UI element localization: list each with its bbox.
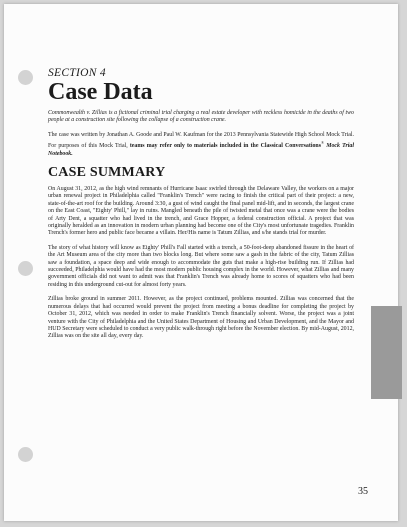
intro-text: is a fictional criminal trial charging a real estate developer with reckless homicide in the deaths of two people at a construction site following the collapse of a construction crane. bbox=[48, 110, 354, 124]
document-page bbox=[4, 4, 398, 521]
authorship-paragraph bbox=[48, 132, 354, 158]
page-title: Case Data bbox=[48, 79, 153, 105]
section-label: SECTION 4 bbox=[48, 67, 106, 79]
binder-hole bbox=[18, 447, 33, 462]
page-number: 35 bbox=[358, 486, 368, 497]
binder-hole bbox=[18, 261, 33, 276]
registered-mark: ® bbox=[321, 140, 325, 146]
notebook-title: Mock Trial Notebook. bbox=[48, 143, 354, 157]
materials-notice: teams may refer only to materials included in the Classical Conversations bbox=[129, 143, 321, 150]
case-summary-heading: CASE SUMMARY bbox=[48, 165, 166, 180]
summary-paragraph: Zillias broke ground in summer 2011. However, as the project continued, problems mounted. Zillias was concerned that the numerous delays that had occurred would prevent the project from meeting a bonus deadline for completing the project by October 31, 2012, which was needed in order to make Franklin's Trench financially solvent. Worse, the project was a joint venture with the City of Philadelphia and the United States Department of Housing and Urban Development, and the Mayor and HUD Secretary were scheduled to conduct a very public walk-through right before the November election. By mid-August, 2012, Zillias was on the site all day, every day. bbox=[48, 296, 354, 340]
summary-paragraph: The story of what history will know as Eighty' Phill's Fall started with a trench, a 50-foot-deep abandoned fissure in the heart of the Art Museum area of the city more than two blocks long. But where some saw a gash in the fabric of the city, Tatum Zillias saw a foundation, a space deep and wide enough to accommodate the guts that make a high-rise building run. If Zillias had succeeded, Philadelphia would have had the most modern public housing complex in the world. However, what Zillias and many government officials did not want to admit was that Franklin's Trench was already home to scores of squatters who had been residing in this underground cut-out for almost forty years. bbox=[48, 244, 354, 288]
page-content bbox=[48, 67, 354, 348]
authorship-text: The case was written by Jonathan A. Goode and Paul W. Kaufman for the 2013 Pennsylvania Statewide High School Mock Trial. For purposes of this Mock Trial, bbox=[48, 131, 354, 150]
case-name: Commonwealth v. Zillias bbox=[48, 110, 107, 116]
section-tab bbox=[371, 306, 402, 399]
binder-hole bbox=[18, 70, 33, 85]
intro-paragraph bbox=[48, 110, 354, 125]
summary-paragraph: On August 31, 2012, as the high wind remnants of Hurricane Isaac swirled through the Delaware Valley, the workers on a major urban renewal project in Philadelphia called "Franklin's Trench" were racing to finish the critical part of their project: a new, state-of-the-art roof for the building. Around 3:30, a gust of wind caught the final panel mid-lift, and in seconds, the largest crane on the East Coast, "Eighty' Phill," lay in ruins. Mangled beneath the pile of twisted metal that once was a crane were the bodies of Arty Dent, a squatter who had lived in the trench, and Grace Hopper, a federal construction official. A project that was originally heralded as an innovation in modern urban planning had become one of the City's most unfortunate tragedies. Franklin Trench's former hero and public face became a villain. Her/His name is Tatum Zillias, and s/he stands trial for murder. bbox=[48, 186, 354, 237]
